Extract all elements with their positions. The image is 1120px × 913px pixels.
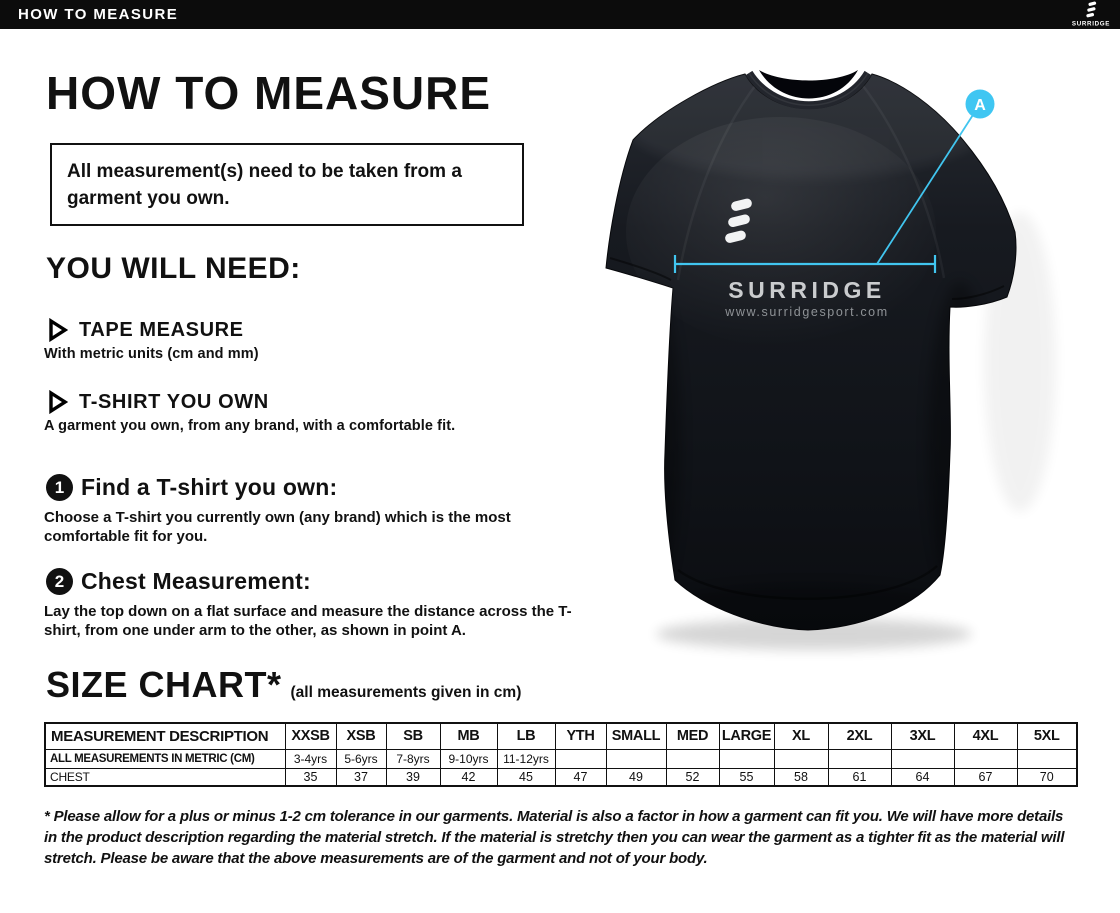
column-header: XL	[774, 723, 828, 749]
shirt-brand-text: SURRIDGE	[728, 277, 886, 303]
surridge-logo-icon	[1072, 1, 1110, 28]
row-label: ALL MEASUREMENTS IN METRIC (CM)	[45, 749, 285, 768]
table-cell	[719, 749, 774, 768]
column-header: 4XL	[954, 723, 1017, 749]
need-item-description: With metric units (cm and mm)	[44, 346, 259, 362]
surridge-logo	[1072, 1, 1110, 28]
table-cell: 67	[954, 768, 1017, 786]
table-cell: 37	[336, 768, 386, 786]
table-cell: 5-6yrs	[336, 749, 386, 768]
column-header: MB	[440, 723, 497, 749]
table-cell: 55	[719, 768, 774, 786]
table-cell	[606, 749, 666, 768]
step-number-badge: 2	[46, 568, 73, 595]
point-a-marker	[966, 90, 995, 119]
top-bar	[0, 0, 1120, 29]
triangle-bullet-icon	[48, 390, 68, 414]
table-cell	[666, 749, 719, 768]
table-cell: 52	[666, 768, 719, 786]
table-cell: 49	[606, 768, 666, 786]
surridge-logo-text: SURRIDGE	[1072, 20, 1110, 28]
step-description: Lay the top down on a flat surface and measure the distance across the T-shirt, from one under arm to the other, as shown in point A.	[44, 603, 572, 639]
table-cell	[891, 749, 954, 768]
table-row	[45, 768, 1077, 786]
size-chart-heading-row	[46, 664, 521, 706]
row-label: CHEST	[45, 768, 285, 786]
footnote: * Please allow for a plus or minus 1-2 cm tolerance in our garments. Material is also a factor in how a garment can fit you. We will have more details in the product description regarding the material stretch. If the material is stretchy then you can wear the garment as a tighter fit as the material will stretch. Please be aware that the above measurements are of the garment and not of your body.	[44, 808, 1065, 867]
table-cell: 58	[774, 768, 828, 786]
table-cell: 7-8yrs	[386, 749, 440, 768]
table-cell: 47	[555, 768, 606, 786]
table-cell: 45	[497, 768, 555, 786]
table-cell	[774, 749, 828, 768]
table-cell: 11-12yrs	[497, 749, 555, 768]
point-a-label: A	[974, 97, 986, 114]
need-item-description: A garment you own, from any brand, with a comfortable fit.	[44, 418, 456, 434]
you-will-need-heading: YOU WILL NEED:	[46, 252, 301, 285]
table-cell	[555, 749, 606, 768]
table-cell: 64	[891, 768, 954, 786]
step-title: Find a T-shirt you own:	[81, 474, 338, 500]
table-cell: 42	[440, 768, 497, 786]
table-cell: 61	[828, 768, 891, 786]
column-header: 3XL	[891, 723, 954, 749]
page-title-bar: HOW TO MEASURE	[18, 6, 179, 23]
table-cell: 70	[1017, 768, 1077, 786]
column-header: XSB	[336, 723, 386, 749]
size-chart-title: SIZE CHART*	[46, 664, 282, 705]
shirt-website-text: www.surridgesport.com	[725, 305, 889, 319]
column-header: SB	[386, 723, 440, 749]
table-cell: 3-4yrs	[285, 749, 336, 768]
page-heading: HOW TO MEASURE	[46, 67, 492, 119]
column-header: MEASUREMENT DESCRIPTION	[45, 723, 285, 749]
table-cell	[828, 749, 891, 768]
step-number-badge: 1	[46, 474, 73, 501]
size-chart-subtitle: (all measurements given in cm)	[290, 684, 522, 701]
table-cell: 39	[386, 768, 440, 786]
column-header: 2XL	[828, 723, 891, 749]
step-1	[46, 474, 586, 546]
table-cell: 35	[285, 768, 336, 786]
step-title: Chest Measurement:	[81, 568, 311, 594]
tshirt-svg	[596, 62, 1066, 662]
table-cell	[1017, 749, 1077, 768]
column-header: LARGE	[719, 723, 774, 749]
need-item-title: T-SHIRT YOU OWN	[79, 390, 269, 413]
table-row	[45, 749, 1077, 768]
notice-box: All measurement(s) need to be taken from a garment you own.	[50, 143, 524, 226]
triangle-bullet-icon	[48, 318, 68, 342]
column-header: XXSB	[285, 723, 336, 749]
step-2	[46, 568, 586, 640]
column-header: YTH	[555, 723, 606, 749]
table-cell	[954, 749, 1017, 768]
table-header-row	[45, 723, 1077, 749]
column-header: LB	[497, 723, 555, 749]
size-chart-table	[44, 722, 1078, 787]
table-cell: 9-10yrs	[440, 749, 497, 768]
column-header: SMALL	[606, 723, 666, 749]
need-item-title: TAPE MEASURE	[79, 318, 244, 341]
step-description: Choose a T-shirt you currently own (any brand) which is the most comfortable fit for you.	[44, 509, 511, 545]
column-header: 5XL	[1017, 723, 1077, 749]
column-header: MED	[666, 723, 719, 749]
tshirt-illustration	[596, 62, 1066, 662]
need-item-tshirt	[44, 390, 584, 434]
need-item-tape-measure	[44, 318, 584, 362]
